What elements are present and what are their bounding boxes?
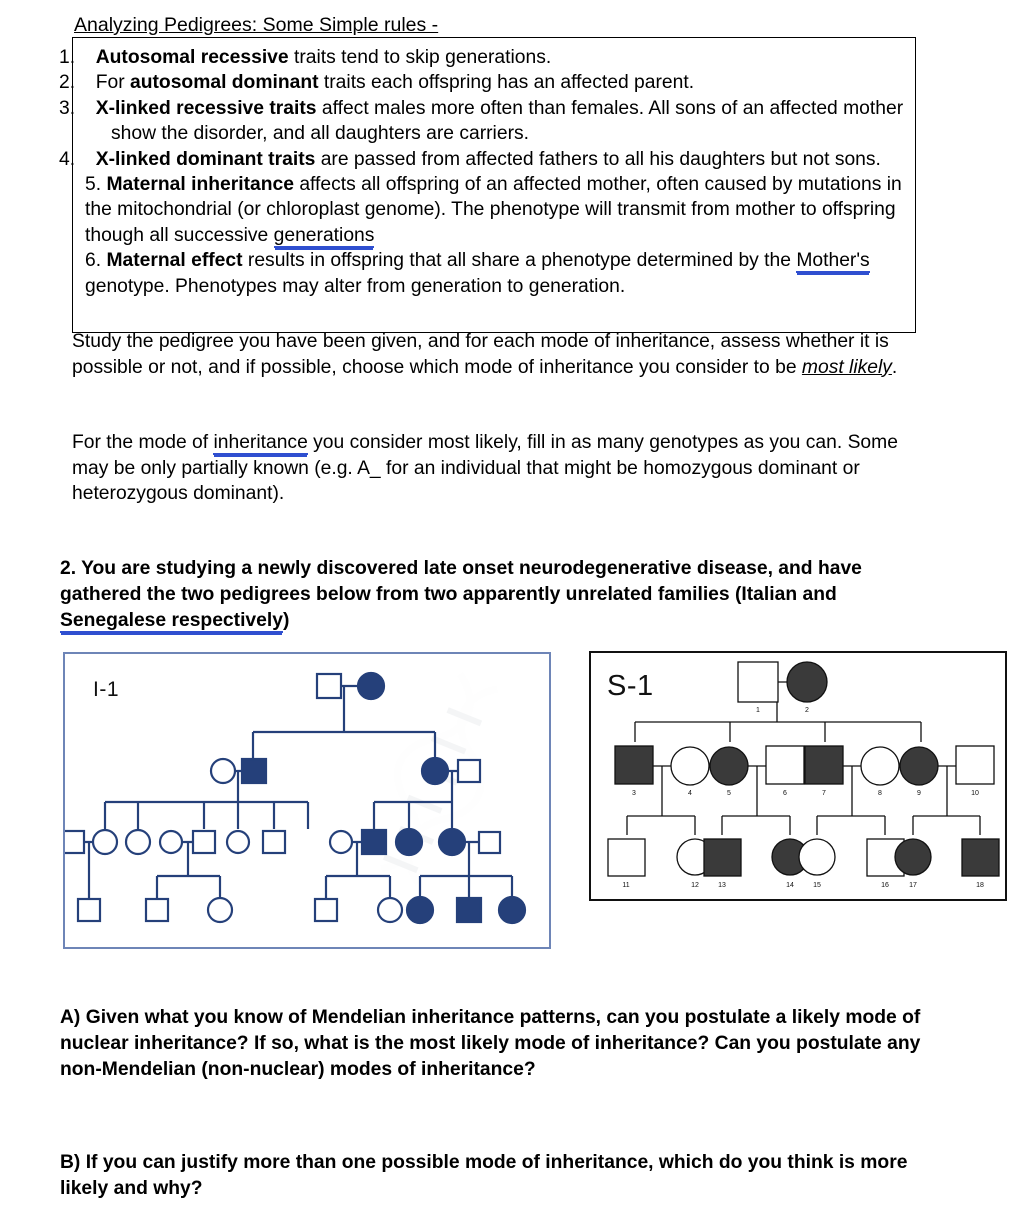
individual-male-unaffected [65,831,84,853]
individual-female-affected [358,673,384,699]
individual-male-unaffected [317,674,341,698]
individual-female-unaffected [330,831,352,853]
paragraph-text-tail: you consider most likely, fill in as many genotypes as you can. Some may be only partially known (e.g. A_ for an individual that might be homozygous dominant or heterozygous dominant). [72,432,898,505]
individual-male-unaffected [458,760,480,782]
individual-9-female-affected [900,747,938,785]
paragraph-text: For the mode of [72,432,214,453]
individual-6-male-unaffected [766,746,804,784]
rules-list [59,38,915,299]
rule-item-1: 1. Autosomal recessive traits tend to skip generations. [59,47,552,68]
question-2-text-tail: ) [282,609,290,631]
rule-text: results in offspring that all share a phenotype determined by the [242,250,797,272]
id-label-12: 12 [691,882,699,889]
id-label-14: 14 [786,882,794,889]
rule-bold-lead: Maternal effect [106,250,243,272]
individual-female-unaffected [126,830,150,854]
rule-text: affect males more often than females. All sons of an affected mother show the disorder, and all daughters are carriers. [111,97,904,145]
id-label-17: 17 [909,882,917,889]
individual-female-unaffected [93,830,117,854]
rule-item-2: 2. For autosomal dominant traits each offspring has an affected parent. [59,72,695,94]
id-label-4: 4 [688,790,692,797]
paragraph-genotypes [72,430,918,507]
question-2-text: 2. You are studying a newly discovered late onset neurodegenerative disease, and have gathered the two pedigrees below from two apparently unrelated families (Italian and [60,558,862,605]
question-A: A) Given what you know of Mendelian inheritance patterns, can you postulate a likely mode of nuclear inheritance? If so, what is the most likely mode of inheritance? Can you postulate any non-Mendelian (non-nuclear) modes of inheritance? [60,1007,921,1080]
spellcheck-generations: generations [273,224,375,246]
id-label-5: 5 [727,790,731,797]
individual-female-affected [499,897,525,923]
id-label-2: 2 [805,707,809,714]
rule-text: affects all offspring of an affected mother, often caused by mutations in the mitochondrial (or chloroplast genome). The phenotype will transmit from mother to offspring though all successive [85,174,902,246]
paragraph-study-pedigree [72,329,918,380]
rule-item-5 [85,172,905,248]
individual-17-female-affected [895,839,931,875]
id-label-11: 11 [622,882,630,889]
individual-male-affected [242,759,266,783]
id-label-8: 8 [878,790,882,797]
spellcheck-inheritance: inheritance [213,432,308,453]
individual-male-unaffected [479,832,500,853]
paragraph-text-tail: . [891,356,898,378]
rule-item-6 [85,248,905,299]
rule-bold-lead: Autosomal recessive [95,47,289,68]
individual-male-unaffected [146,899,168,921]
individual-2-female-affected [787,662,827,702]
id-label-7: 7 [822,790,826,797]
individual-18-male-affected [962,839,999,876]
id-label-1: 1 [756,707,760,714]
individual-male-unaffected [193,831,215,853]
rule-bold-lead: autosomal dominant [130,72,319,94]
individual-female-affected [407,897,433,923]
individual-13-male-affected [704,839,741,876]
rule-item-3: 3. X-linked recessive traits affect males more often than females. All sons of an affected mother show the disorder, and all daughters are carriers. [59,97,904,145]
individual-5-female-affected [710,747,748,785]
individual-male-unaffected [263,831,285,853]
rule-item-4: 4. X-linked dominant traits are passed from affected fathers to all his daughters but not sons. [59,148,881,170]
individual-female-unaffected [378,898,402,922]
paragraph-text: Study the pedigree you have been given, and for each mode of inheritance, assess whether it is possible or not, and if possible, choose which mode of inheritance you consider to be [72,331,889,378]
id-label-13: 13 [718,882,726,889]
rule-bold-lead: X-linked dominant traits [95,148,316,170]
pedigree-chart-senegalese [591,653,1004,898]
pedigree-label-i1: I-1 [93,678,120,701]
individual-1-male-unaffected [738,662,778,702]
spellcheck-mothers: Mother's [796,250,870,272]
individual-8-female-unaffected [861,747,899,785]
spellcheck-senegalese: Senegalese respectively [60,609,283,631]
rule-text-pre: For [95,72,130,94]
id-label-6: 6 [783,790,787,797]
individual-female-affected [439,829,465,855]
pedigree-label-s1: S-1 [607,670,654,702]
rule-number: 6. [85,250,102,272]
id-label-18: 18 [976,882,984,889]
pedigree-panel-senegalese [589,651,1007,901]
emphasis-most-likely: most likely [801,356,892,378]
page-title: Analyzing Pedigrees: Some Simple rules - [74,14,439,36]
individual-male-affected [362,830,386,854]
id-label-10: 10 [971,790,979,797]
individual-female-unaffected [208,898,232,922]
rule-bold-lead: X-linked recessive traits [95,97,317,119]
individual-female-unaffected [160,831,182,853]
rules-box [59,37,916,333]
pedigree-panel-italian [63,652,551,949]
rule-text-tail: genotype. Phenotypes may alter from generation to generation. [85,275,626,297]
rule-text: traits tend to skip generations. [288,47,552,68]
id-label-16: 16 [881,882,889,889]
individual-male-unaffected [315,899,337,921]
question-2 [60,556,930,633]
individual-female-unaffected [227,831,249,853]
id-label-3: 3 [632,790,636,797]
individual-7-male-affected [805,746,843,784]
individual-10-male-unaffected [956,746,994,784]
pedigree-chart-italian [65,654,549,947]
individual-male-affected [457,898,481,922]
id-label-15: 15 [813,882,821,889]
question-B: B) If you can justify more than one possible mode of inheritance, which do you think is more likely and why? [60,1152,908,1199]
rule-number: 5. [85,174,102,196]
individual-male-unaffected [78,899,100,921]
individual-female-unaffected [211,759,235,783]
individual-3-male-affected [615,746,653,784]
rule-text: traits each offspring has an affected parent. [318,72,695,94]
rule-bold-lead: Maternal inheritance [106,174,294,196]
individual-4-female-unaffected [671,747,709,785]
id-label-9: 9 [917,790,921,797]
individual-15-female-unaffected [799,839,835,875]
individual-female-affected [422,758,448,784]
rule-text: are passed from affected fathers to all his daughters but not sons. [315,148,881,170]
individual-11-male-unaffected [608,839,645,876]
individual-female-affected [396,829,422,855]
